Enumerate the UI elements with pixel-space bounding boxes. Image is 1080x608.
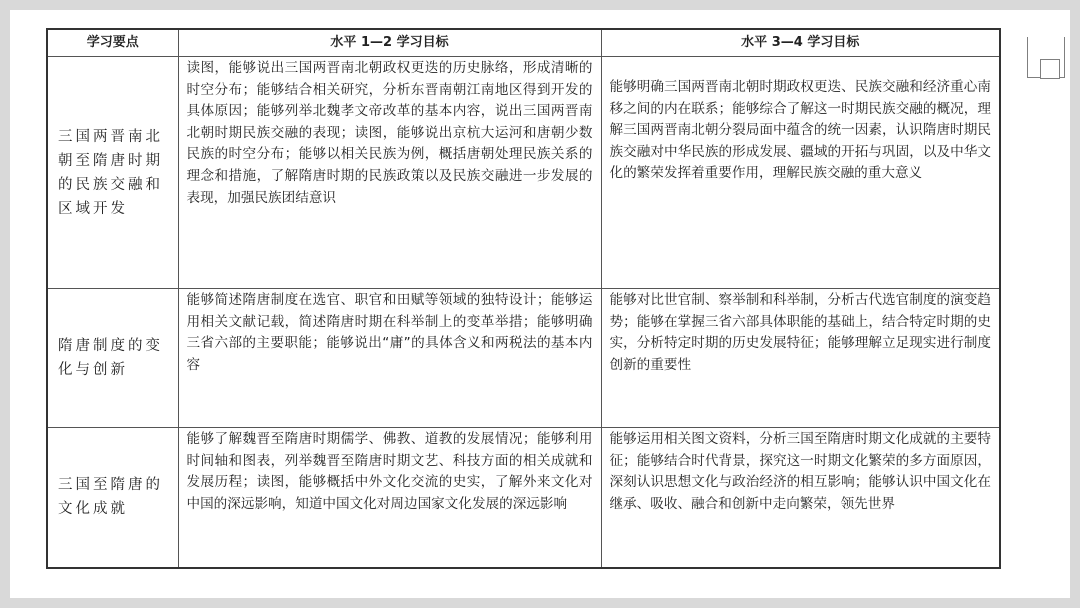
curriculum-standards-table <box>46 28 1001 569</box>
level-1-2-cell: 读图，能够说出三国两晋南北朝政权更迭的历史脉络，形成清晰的时空分布；能够结合相关研究，分析东晋南朝江南地区得到开发的具体原因；能够列举北魏孝文帝改革的基本内容，说出三国两晋南北朝时期民族交融的表现；读图，能够说出京杭大运河和唐朝少数民族的时空分布；能够以相关民族为例，概括唐朝处理民族关系的理念和措施，了解隋唐时期的民族政策以及民族交融进一步发展的表现，加强民族团结意识 <box>178 57 601 289</box>
header-level-1-2: 水平 1—2 学习目标 <box>178 29 601 57</box>
level-3-4-cell: 能够对比世官制、察举制和科举制，分析古代选官制度的演变趋势；能够在掌握三省六部具体职能的基础上，结合特定时期的史实，分析特定时期的历史发展特征；能够理解立足现实进行制度创新的重要性 <box>601 289 1000 428</box>
topic-cell: 隋唐制度的变化与创新 <box>47 289 178 428</box>
header-level-3-4: 水平 3—4 学习目标 <box>601 29 1000 57</box>
table-header-row <box>47 29 1000 57</box>
topic-cell: 三国两晋南北朝至隋唐时期的民族交融和区域开发 <box>47 57 178 289</box>
table-row <box>47 289 1000 428</box>
level-3-4-cell: 能够明确三国两晋南北朝时期政权更迭、民族交融和经济重心南移之间的内在联系；能够综合了解这一时期民族交融的概况，理解三国两晋南北朝分裂局面中蕴含的统一因素，认识隋唐时期民族交融对中华民族的形成发展、疆域的开拓与巩固，以及中华文化的繁荣发挥着重要作用，理解民族交融的重大意义 <box>601 57 1000 289</box>
topic-cell: 三国至隋唐的文化成就 <box>47 428 178 568</box>
header-topic: 学习要点 <box>47 29 178 57</box>
level-3-4-cell: 能够运用相关图文资料，分析三国至隋唐时期文化成就的主要特征；能够结合时代背景，探究这一时期文化繁荣的多方面原因，深刻认识思想文化与政治经济的相互影响；能够认识中国文化在继承、吸收、融合和创新中走向繁荣，领先世界 <box>601 428 1000 568</box>
table-row <box>47 57 1000 289</box>
table-row <box>47 428 1000 568</box>
level-1-2-cell: 能够了解魏晋至隋唐时期儒学、佛教、道教的发展情况；能够利用时间轴和图表，列举魏晋至隋唐时期文艺、科技方面的相关成就和发展历程；读图，能够概括中外文化交流的史实，了解外来文化对中国的深远影响，知道中国文化对周边国家文化发展的深远影响 <box>178 428 601 568</box>
level-1-2-cell: 能够简述隋唐制度在选官、职官和田赋等领域的独特设计；能够运用相关文献记载，简述隋唐时期在科举制上的变革举措；能够明确三省六部的主要职能；能够说出“庸”的具体含义和两税法的基本内容 <box>178 289 601 428</box>
corner-decoration-box <box>1040 59 1060 79</box>
